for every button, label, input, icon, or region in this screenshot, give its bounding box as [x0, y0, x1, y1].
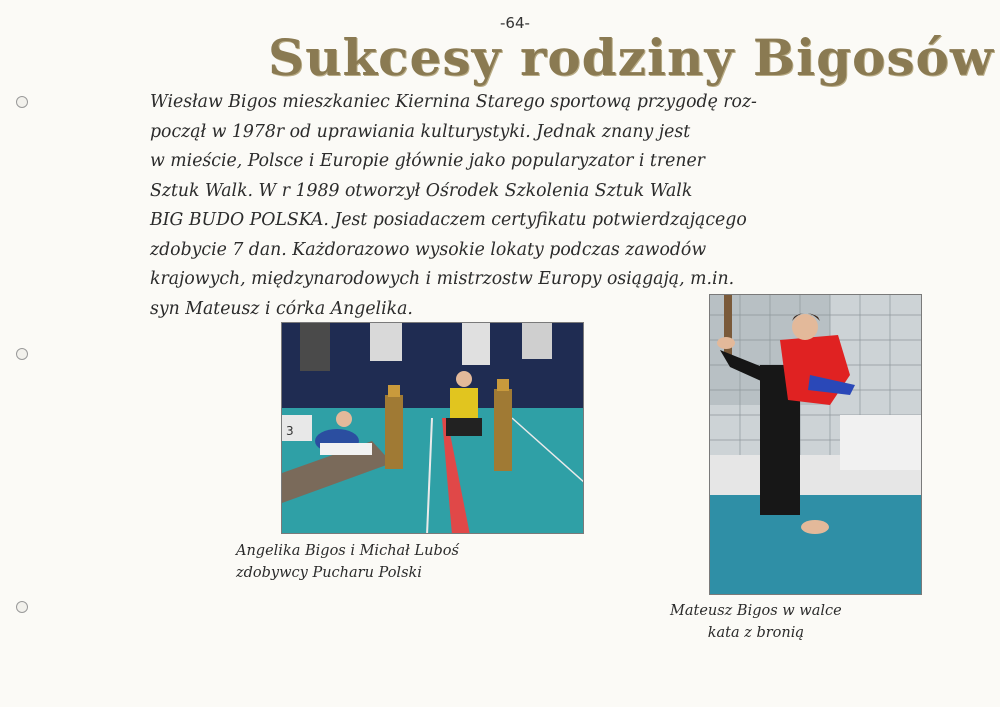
body-line: krajowych, międzynarodowych i mistrzostw Europy osiągają, m.in. — [150, 269, 735, 289]
photo-trophies-image — [282, 323, 584, 534]
body-line: w mieście, Polsce i Europie głównie jako popularyzator i trener — [150, 151, 705, 171]
page-number: -64- — [500, 14, 530, 32]
caption-line: zdobywcy Pucharu Polski — [236, 565, 422, 581]
photo-high-kick — [709, 294, 922, 595]
caption-trophies — [236, 540, 459, 584]
body-line: począł w 1978r od uprawiania kulturystyki. Jednak znany jest — [150, 121, 691, 142]
caption-high-kick — [670, 600, 842, 644]
caption-line: kata z bronią — [707, 625, 805, 641]
body-line: Wiesław Bigos mieszkaniec Kiernina Starego sportową przygodę roz- — [150, 92, 757, 112]
caption-line: Mateusz Bigos w walce — [670, 603, 842, 619]
page-title: Sukcesy rodziny Bigosów — [268, 28, 994, 87]
body-line: BIG BUDO POLSKA. Jest posiadaczem certyfikatu potwierdzającego — [150, 210, 747, 230]
caption-line: Angelika Bigos i Michał Luboś — [236, 543, 459, 559]
body-line: zdobycie 7 dan. Każdorazowo wysokie lokaty podczas zawodów — [150, 239, 707, 260]
photo-trophies — [281, 322, 584, 534]
body-line: syn Mateusz i córka Angelika. — [150, 298, 413, 319]
body-text — [150, 88, 950, 324]
punch-hole — [16, 96, 28, 108]
podium-number: 3 — [286, 424, 294, 438]
punch-hole — [16, 348, 28, 360]
photo-high-kick-image — [710, 295, 922, 595]
body-line: Sztuk Walk. W r 1989 otworzył Ośrodek Szkolenia Sztuk Walk — [150, 180, 693, 201]
punch-hole — [16, 601, 28, 613]
